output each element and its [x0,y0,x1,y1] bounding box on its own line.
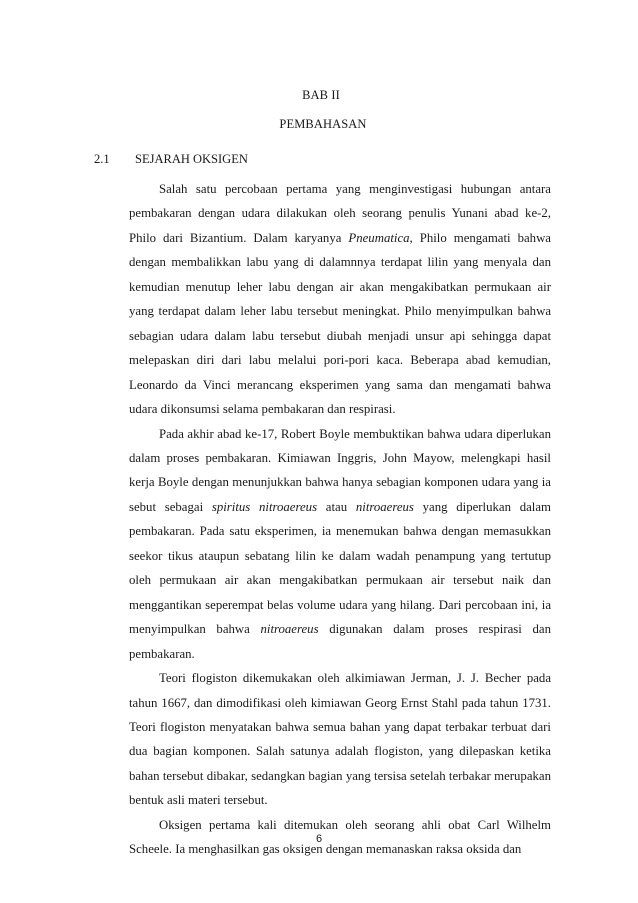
paragraph-text: Oksigen pertama kali ditemukan oleh seorang ahli obat Carl Wilhelm Scheele. Ia menghasilkan gas oksigen dengan memanaskan raksa oksida dan [129,817,551,857]
section-title: SEJARAH OKSIGEN [135,152,248,166]
italic-term: nitroaereus [355,499,414,514]
italic-term: spiritus nitroaereus [211,499,318,514]
paragraph-text: atau [317,499,356,514]
page-number: 6 [315,833,323,845]
paragraph-text: Philo mengamati bahwa dengan membalikkan labu yang di dalamnnya terdapat lilin yang menyala dan kemudian menutup leher labu dengan air akan mengakibatkan permukaan air yang terdapat dalam leher labu tersebut meningkat. Philo menyimpulkan bahwa sebagian udara dalam labu tersebut diubah menjadi unsur api sehingga dapat melepaskan diri dari labu melalui pori-pori kaca. Beberapa abad kemudian, Leonardo da Vinci merancang eksperimen yang sama dan mengamati bahwa udara dikonsumsi selama pembakaran dan respirasi. [129,230,551,417]
paragraph-text: Teori flogiston dikemukakan oleh alkimiawan Jerman, J. J. Becher pada tahun 1667, dan dimodifikasi oleh kimiawan Georg Ernst Stahl pada tahun 1731. Teori flogiston menyatakan bahwa semua bahan yang dapat terbakar terbuat dari dua bagian komponen. Salah satunya adalah flogiston, yang dilepaskan ketika bahan tersebut dibakar, sedangkan bagian yang tersisa setelah terbakar merupakan bentuk asli materi tersebut. [129,671,551,808]
section-heading [94,152,248,167]
body-paragraph [129,177,551,422]
chapter-title: PEMBAHASAN [279,117,367,131]
italic-term: Pneumatica, [348,230,413,245]
body-paragraph [129,422,551,667]
paragraph-text: Pada akhir abad ke-17, Robert Boyle membuktikan bahwa udara diperlukan dalam proses pembakaran. Kimiawan Inggris, John Mayow, melengkapi hasil kerja Boyle dengan menunjukkan bahwa hanya sebagian komponen udara yang ia sebut sebagai [129,426,551,514]
body-text [129,177,551,862]
paragraph-text: digunakan dalam proses respirasi dan pembakaran. [129,622,551,661]
body-paragraph [129,666,551,813]
italic-term: nitroaereus [260,622,319,637]
section-number: 2.1 [94,152,110,166]
paragraph-text: Salah satu percobaan pertama yang menginvestigasi hubungan antara pembakaran dengan udara dilakukan oleh seorang penulis Yunani abad ke-2, Philo dari Bizantium. Dalam karyanya [129,182,551,245]
chapter-label: BAB II [302,88,340,102]
paragraph-text: yang diperlukan dalam pembakaran. Pada satu eksperimen, ia menemukan bahwa dengan memasukkan seekor tikus ataupun sebatang lilin ke dalam wadah penampung yang tertutup oleh permukaan air akan mengakibatkan permukaan air tersebut naik dan menggantikan seperempat belas volume udara yang hilang. Dari percobaan ini, ia menyimpulkan bahwa [129,499,551,637]
